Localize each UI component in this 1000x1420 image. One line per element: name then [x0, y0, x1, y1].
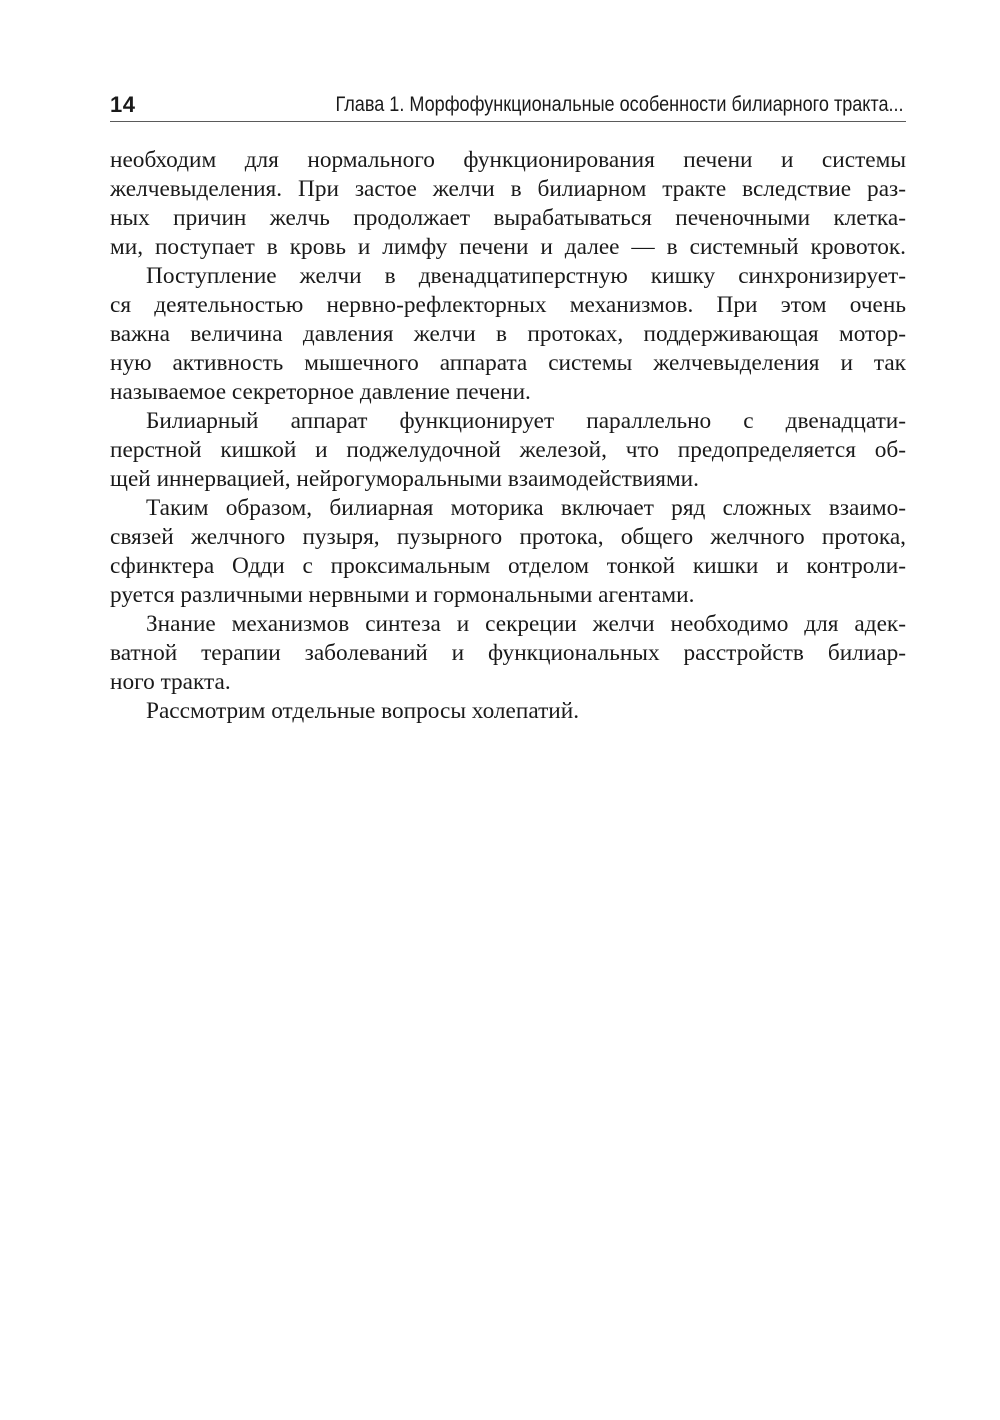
text-line: щей иннервацией, нейрогуморальными взаимодействиями.	[110, 466, 699, 492]
text-line: перстной кишкой и поджелудочной железой, что предопределяется об-	[110, 437, 906, 463]
header-rule	[110, 121, 906, 122]
text-line: необходим для нормального функционирования печени и системы	[110, 147, 906, 173]
text-line: ся деятельностью нервно-рефлекторных механизмов. При этом очень	[110, 292, 906, 318]
paragraph-4	[110, 494, 906, 610]
chapter-title: Глава 1. Морфофункциональные особенности билиарного тракта...	[335, 93, 904, 116]
text-line: Поступление желчи в двенадцатиперстную кишку синхронизирует-	[146, 263, 906, 289]
text-line: Рассмотрим отдельные вопросы холепатий.	[146, 698, 580, 724]
text-line: Таким образом, билиарная моторика включает ряд сложных взаимо-	[146, 495, 906, 521]
paragraph-3	[110, 407, 906, 494]
text-line: ных причин желчь продолжает вырабатываться печеночными клетка-	[110, 205, 906, 231]
text-line: желчевыделения. При застое желчи в билиарном тракте вследствие раз-	[110, 176, 906, 202]
text-line: ми, поступает в кровь и лимфу печени и далее — в системный кровоток.	[110, 234, 906, 260]
running-header	[110, 84, 906, 120]
text-line: называемое секреторное давление печени.	[110, 379, 531, 405]
paragraph-2	[110, 262, 906, 407]
text-line: Билиарный аппарат функционирует параллельно с двенадцати-	[146, 408, 906, 434]
text-line: ного тракта.	[110, 669, 231, 695]
text-line: Знание механизмов синтеза и секреции желчи необходимо для адек-	[146, 611, 906, 637]
text-line: важна величина давления желчи в протоках, поддерживающая мотор-	[110, 321, 906, 347]
body-text	[110, 146, 906, 726]
text-line: сфинктера Одди с проксимальным отделом тонкой кишки и контроли-	[110, 553, 906, 579]
page-number: 14	[110, 92, 136, 117]
paragraph-6	[110, 697, 906, 726]
text-line: ную активность мышечного аппарата системы желчевыделения и так	[110, 350, 906, 376]
text-line: руется различными нервными и гормональными агентами.	[110, 582, 695, 608]
text-line: ватной терапии заболеваний и функциональных расстройств билиар-	[110, 640, 906, 666]
paragraph-1	[110, 146, 906, 262]
paragraph-5	[110, 610, 906, 697]
text-line: связей желчного пузыря, пузырного протока, общего желчного протока,	[110, 524, 906, 550]
